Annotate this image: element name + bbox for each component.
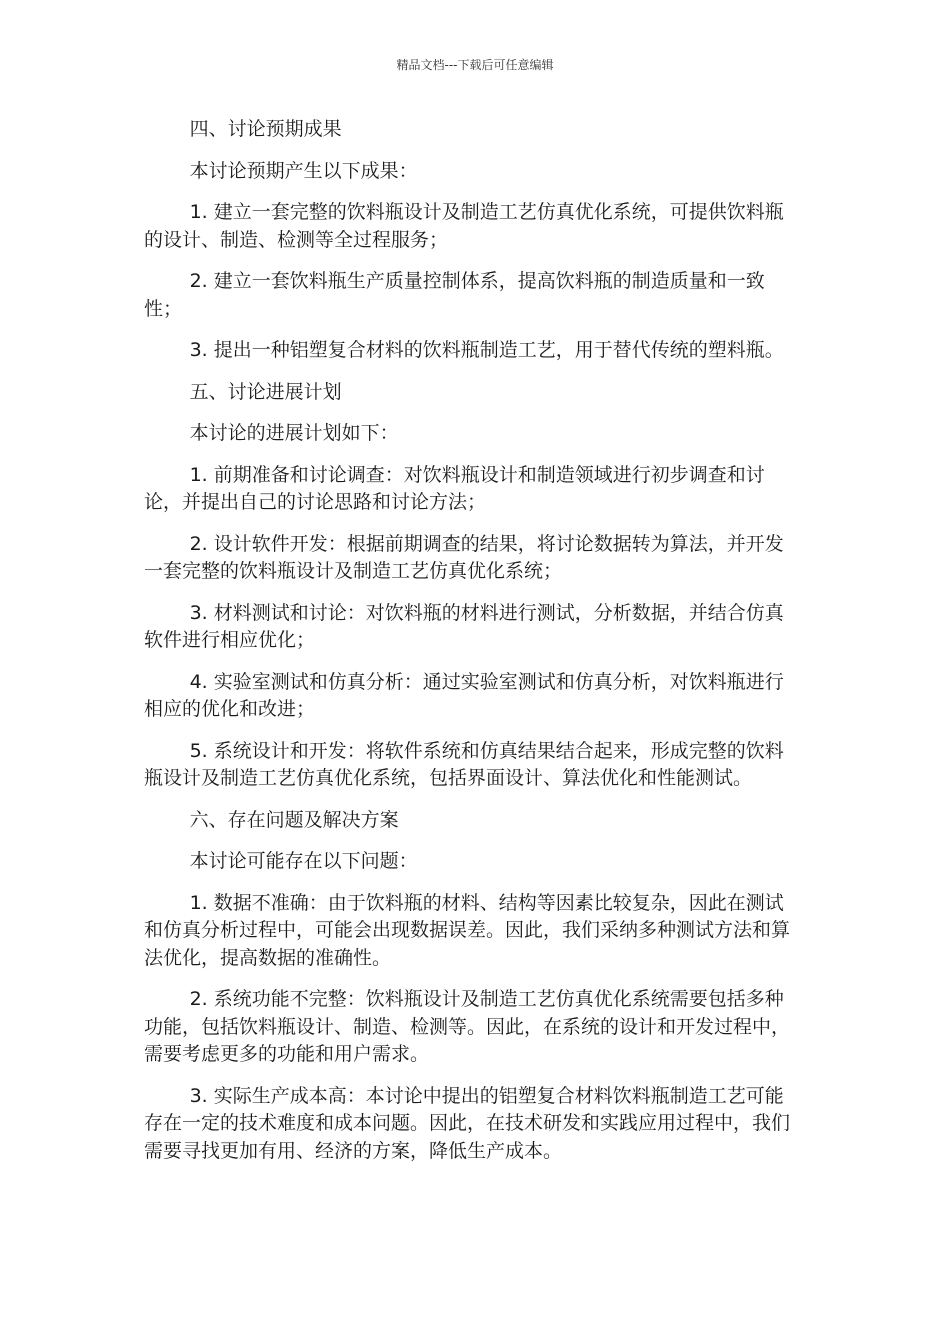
list-item: 1. 前期准备和讨论调查：对饮料瓶设计和制造领域进行初步调查和讨论，并提出自己的讨论思路和讨论方法；	[144, 463, 765, 513]
section-heading-6: 六、存在问题及解决方案	[189, 808, 399, 831]
section-intro-6: 本讨论可能存在以下问题：	[189, 850, 418, 872]
section-intro-4: 本讨论预期产生以下成果：	[189, 159, 418, 182]
list-item: 2. 建立一套饮料瓶生产质量控制体系，提高饮料瓶的制造质量和一致性；	[144, 270, 765, 320]
list-item: 1. 建立一套完整的饮料瓶设计及制造工艺仿真优化系统，可提供饮料瓶的设计、制造、检测等全过程服务；	[144, 201, 784, 251]
list-item: 5. 系统设计和开发：将软件系统和仿真结果结合起来，形成完整的饮料瓶设计及制造工艺仿真优化系统，包括界面设计、算法优化和性能测试。	[144, 739, 784, 789]
list-item: 3. 实际生产成本高：本讨论中提出的铝塑复合材料饮料瓶制造工艺可能存在一定的技术难度和成本问题。因此，在技术研发和实践应用过程中，我们需要寻找更加有用、经济的方案，降低生产成本。	[144, 1084, 791, 1162]
list-item: 2. 系统功能不完整：饮料瓶设计及制造工艺仿真优化系统需要包括多种功能，包括饮料瓶设计、制造、检测等。因此，在系统的设计和开发过程中，需要考虑更多的功能和用户需求。	[144, 988, 791, 1065]
list-item: 4. 实验室测试和仿真分析：通过实验室测试和仿真分析，对饮料瓶进行相应的优化和改进；	[144, 670, 784, 720]
list-item: 1. 数据不准确：由于饮料瓶的材料、结构等因素比较复杂，因此在测试和仿真分析过程中，可能会出现数据误差。因此，我们采纳多种测试方法和算法优化，提高数据的准确性。	[144, 891, 791, 969]
list-item: 2. 设计软件开发：根据前期调查的结果，将讨论数据转为算法，并开发一套完整的饮料瓶设计及制造工艺仿真优化系统；	[144, 532, 784, 582]
page-header: 精品文档---下载后可任意编辑	[396, 58, 554, 72]
section-intro-5: 本讨论的进展计划如下：	[189, 422, 399, 444]
section-heading-4: 四、讨论预期成果	[189, 118, 342, 140]
list-item: 3. 材料测试和讨论：对饮料瓶的材料进行测试，分析数据，并结合仿真软件进行相应优化；	[144, 601, 784, 651]
document-body	[144, 116, 802, 1179]
section-heading-5: 五、讨论进展计划	[189, 380, 342, 403]
list-item: 3. 提出一种铝塑复合材料的饮料瓶制造工艺，用于替代传统的塑料瓶。	[189, 339, 784, 361]
